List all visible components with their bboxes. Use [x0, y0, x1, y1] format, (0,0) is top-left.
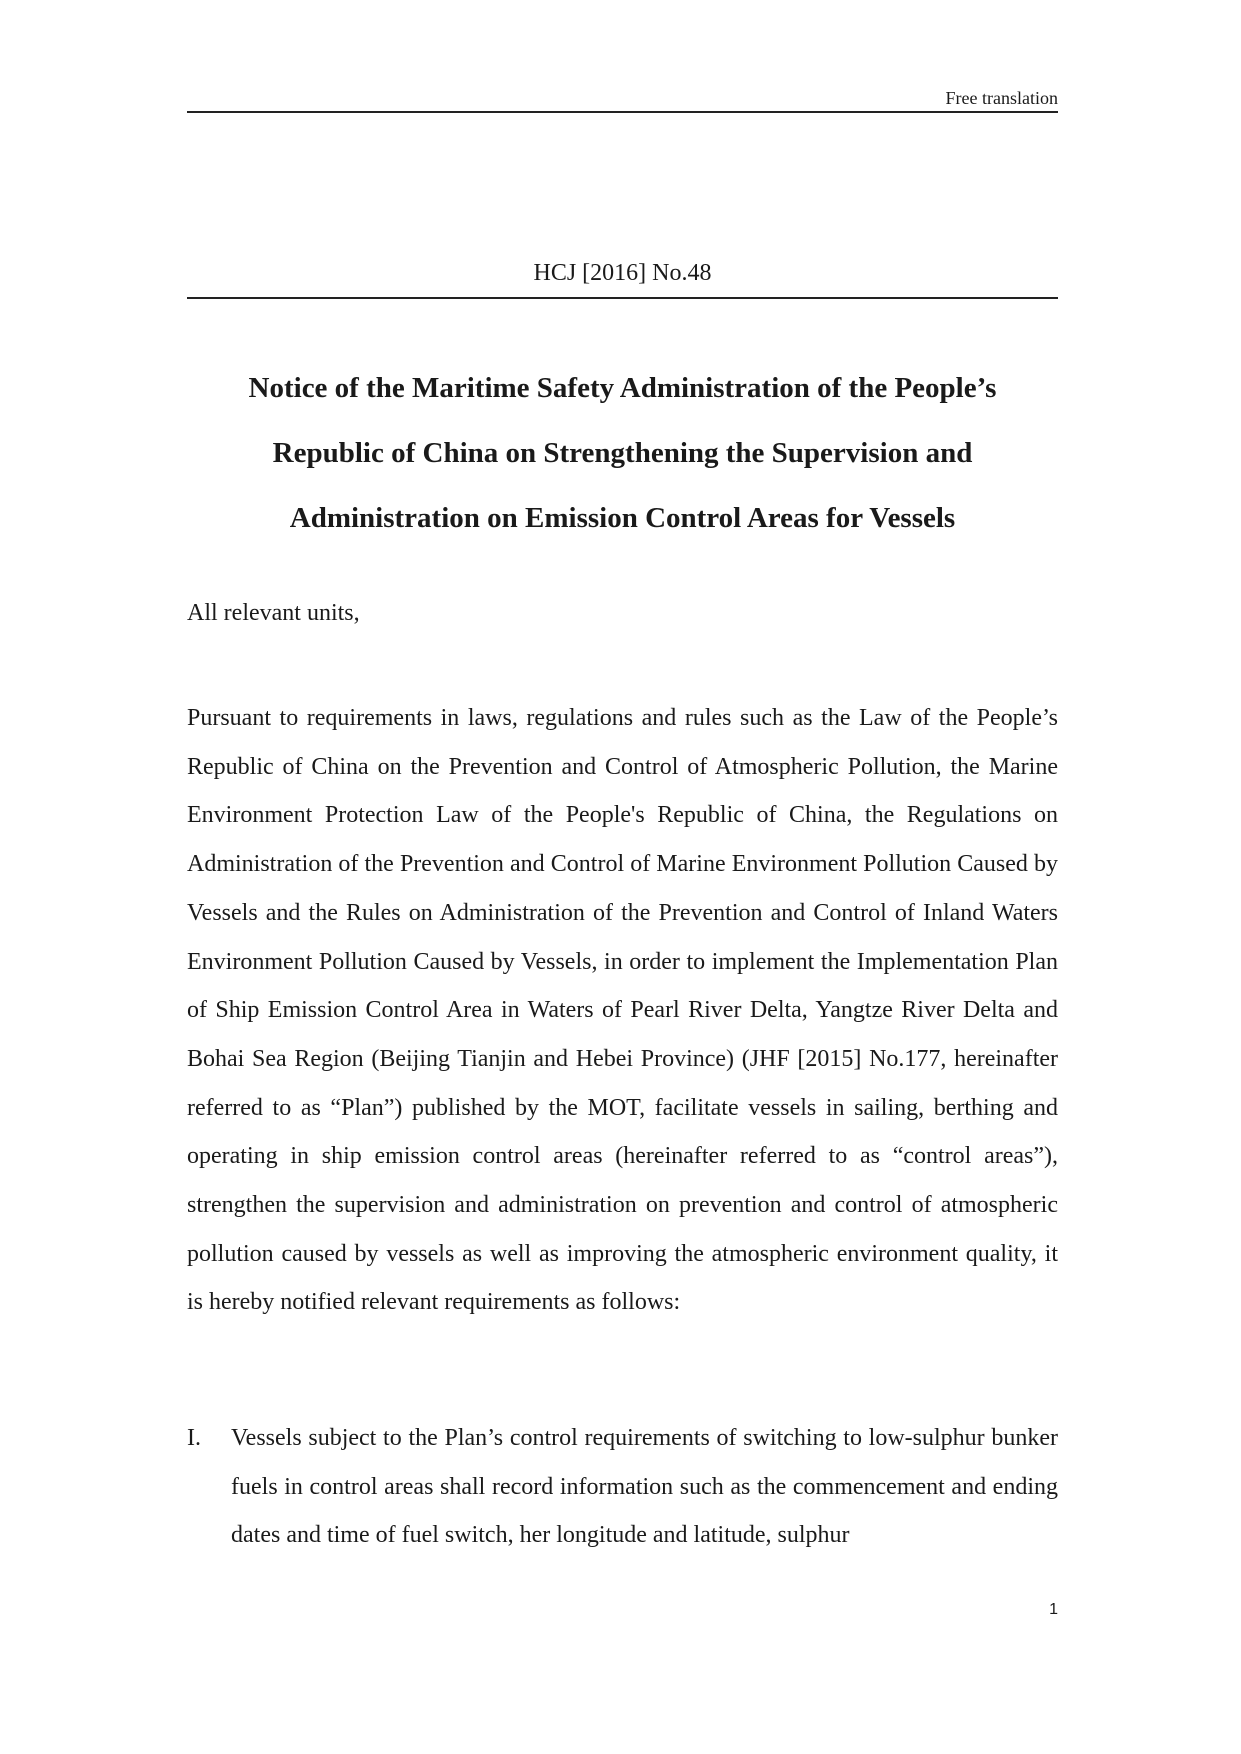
list-item-number: I.	[187, 1425, 201, 1451]
document-title	[187, 356, 1058, 551]
document-number-divider	[187, 297, 1058, 299]
header-divider	[187, 111, 1058, 113]
body-paragraph: Pursuant to requirements in laws, regulations and rules such as the Law of the People’s Republic of China on the Prevention and Control of Atmospheric Pollution, the Marine Environment Protection Law of the People's Republic of China, the Regulations on Administration of the Prevention and Control of Marine Environment Pollution Caused by Vessels and the Rules on Administration of the Prevention and Control of Inland Waters Environment Pollution Caused by Vessels, in order to implement the Implementation Plan of Ship Emission Control Area in Waters of Pearl River Delta, Yangtze River Delta and Bohai Sea Region (Beijing Tianjin and Hebei Province) (JHF [2015] No.177, hereinafter referred to as “Plan”) published by the MOT, facilitate vessels in sailing, berthing and operating in ship emission control areas (hereinafter referred to as “control areas”), strengthen the supervision and administration on prevention and control of atmospheric pollution caused by vessels as well as improving the atmospheric environment quality, it is hereby notified relevant requirements as follows:	[187, 705, 1058, 1316]
title-line: Republic of China on Strengthening the Supervision and	[272, 437, 973, 469]
header-note: Free translation	[945, 88, 1058, 108]
title-line: Notice of the Maritime Safety Administration of the People’s	[248, 372, 997, 404]
list-item	[187, 1414, 1058, 1560]
document-number: HCJ [2016] No.48	[533, 260, 712, 286]
list-item-text: Vessels subject to the Plan’s control requirements of switching to low-sulphur bunker fuels in control areas shall record information such as the commencement and ending dates and time of fuel switch, her longitude and latitude, sulphur	[231, 1425, 1058, 1549]
page-number: 1	[1049, 1601, 1058, 1618]
title-line: Administration on Emission Control Areas for Vessels	[289, 502, 956, 534]
salutation: All relevant units,	[187, 600, 360, 626]
